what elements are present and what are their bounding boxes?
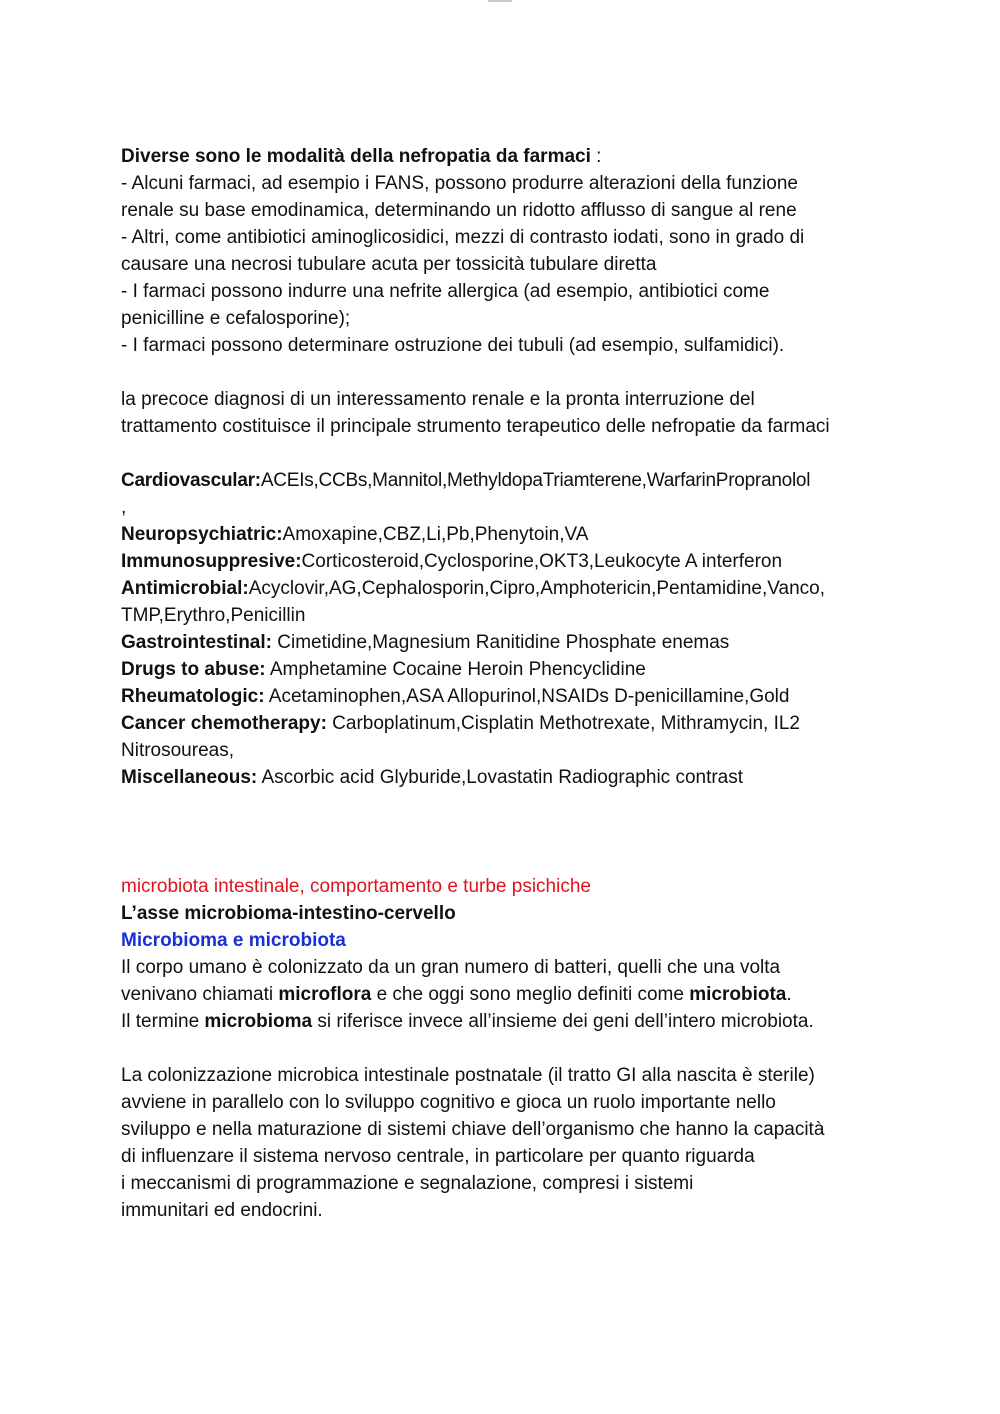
drug-category-text: Corticosteroid,Cyclosporine,OKT3,Leukocyte A interferon bbox=[301, 551, 783, 572]
drug-category-text: Ascorbic acid Glyburide,Lovastatin Radiographic contrast bbox=[257, 767, 744, 788]
drug-category-label: Rheumatologic: bbox=[121, 686, 265, 707]
drug-category-continuation: , bbox=[121, 497, 127, 518]
drug-category-drugs-abuse bbox=[121, 656, 881, 683]
drug-category-text: Carboplatinum,Cisplatin Methotrexate, Mithramycin, IL2 bbox=[326, 713, 800, 734]
drug-category-text: Cimetidine,Magnesium Ranitidine Phosphate enemas bbox=[271, 632, 730, 653]
drug-category-label: Gastrointestinal: bbox=[121, 632, 272, 653]
page-content bbox=[121, 143, 881, 1224]
section1-line: - I farmaci possono determinare ostruzione dei tubuli (ad esempio, sulfamidici). bbox=[121, 335, 785, 356]
drug-category-misc bbox=[121, 764, 881, 791]
section2-line: la precoce diagnosi di un interessamento renale e la pronta interruzione del bbox=[121, 389, 755, 410]
drug-category-immunosuppresive bbox=[121, 548, 881, 575]
section1-line: penicilline e cefalosporine); bbox=[121, 308, 351, 329]
section1-line: renale su base emodinamica, determinando un ridotto afflusso di sangue al rene bbox=[121, 200, 797, 221]
drug-category-cancer bbox=[121, 710, 881, 737]
bold-term: microbiota bbox=[689, 984, 787, 1005]
section1-intro-tail: : bbox=[590, 146, 602, 167]
section1-line: - Altri, come antibiotici aminoglicosidici, mezzi di contrasto iodati, sono in grado di bbox=[121, 227, 805, 248]
drug-category-text: Acetaminophen,ASA Allopurinol,NSAIDs D-penicillamine,Gold bbox=[264, 686, 790, 707]
microbiota-p1-line bbox=[121, 1008, 881, 1035]
section1-line: causare una necrosi tubulare acuta per tossicità tubulare diretta bbox=[121, 254, 657, 275]
drug-category-gastrointestinal bbox=[121, 629, 881, 656]
microbiota-p2-line: La colonizzazione microbica intestinale postnatale (il tratto GI alla nascita è sterile) bbox=[121, 1065, 815, 1086]
bold-term: microflora bbox=[278, 984, 372, 1005]
drug-category-continuation: Nitrosoureas, bbox=[121, 740, 234, 761]
section1-line: - I farmaci possono indurre una nefrite allergica (ad esempio, antibiotici come bbox=[121, 281, 770, 302]
drug-category-label: Cancer chemotherapy: bbox=[121, 713, 327, 734]
microbiota-red-title: microbiota intestinale, comportamento e turbe psichiche bbox=[121, 876, 591, 897]
drug-category-label: Miscellaneous: bbox=[121, 767, 258, 788]
section2-line: trattamento costituisce il principale strumento terapeutico delle nefropatie da farmaci bbox=[121, 416, 830, 437]
section1-intro bbox=[121, 143, 881, 170]
microbiota-p2-line: i meccanismi di programmazione e segnalazione, compresi i sistemi bbox=[121, 1173, 694, 1194]
drug-category-text: Acyclovir,AG,Cephalosporin,Cipro,Amphotericin,Pentamidine,Vanco, bbox=[248, 578, 825, 599]
drug-category-antimicrobial bbox=[121, 575, 881, 602]
microbiota-p1-line: Il corpo umano è colonizzato da un gran numero di batteri, quelli che una volta bbox=[121, 957, 781, 978]
drug-category-rheumatologic bbox=[121, 683, 881, 710]
drug-category-text: Amoxapine,CBZ,Li,Pb,Phenytoin,VA bbox=[282, 524, 589, 545]
text-span: venivano chiamati bbox=[121, 984, 279, 1005]
bold-term: microbioma bbox=[204, 1011, 313, 1032]
section1-line: - Alcuni farmaci, ad esempio i FANS, possono produrre alterazioni della funzione bbox=[121, 173, 798, 194]
text-span: Il termine bbox=[121, 1011, 205, 1032]
drug-category-label: Neuropsychiatric: bbox=[121, 524, 283, 545]
microbiota-p2-line: immunitari ed endocrini. bbox=[121, 1200, 323, 1221]
text-span: e che oggi sono meglio definiti come bbox=[371, 984, 690, 1005]
section1-intro-bold: Diverse sono le modalità della nefropatia da farmaci bbox=[121, 146, 591, 167]
page-header-mark bbox=[488, 0, 512, 2]
drug-category-label: Cardiovascular: bbox=[121, 470, 261, 491]
drug-category-label: Antimicrobial: bbox=[121, 578, 249, 599]
microbiota-p2-line: di influenzare il sistema nervoso centrale, in particolare per quanto riguarda bbox=[121, 1146, 755, 1167]
microbiota-p1-line bbox=[121, 981, 881, 1008]
drug-category-text: Amphetamine Cocaine Heroin Phencyclidine bbox=[265, 659, 646, 680]
drug-category-cardiovascular bbox=[121, 467, 881, 494]
drug-category-text: ACEIs,CCBs,Mannitol,MethyldopaTriamterene,WarfarinPropranolol bbox=[260, 470, 811, 491]
microbiota-bold-title: L’asse microbioma-intestino-cervello bbox=[121, 903, 456, 924]
drug-category-continuation: TMP,Erythro,Penicillin bbox=[121, 605, 306, 626]
text-span: . bbox=[786, 984, 792, 1005]
microbiota-p2-line: avviene in parallelo con lo sviluppo cognitivo e gioca un ruolo importante nello bbox=[121, 1092, 776, 1113]
microbiota-p2-line: sviluppo e nella maturazione di sistemi chiave dell’organismo che hanno la capacità bbox=[121, 1119, 825, 1140]
microbiota-blue-title: Microbioma e microbiota bbox=[121, 930, 346, 951]
text-span: si riferisce invece all’insieme dei geni dell’intero microbiota. bbox=[312, 1011, 814, 1032]
drug-category-neuropsychiatric bbox=[121, 521, 881, 548]
drug-category-label: Drugs to abuse: bbox=[121, 659, 266, 680]
drug-category-label: Immunosuppresive: bbox=[121, 551, 302, 572]
